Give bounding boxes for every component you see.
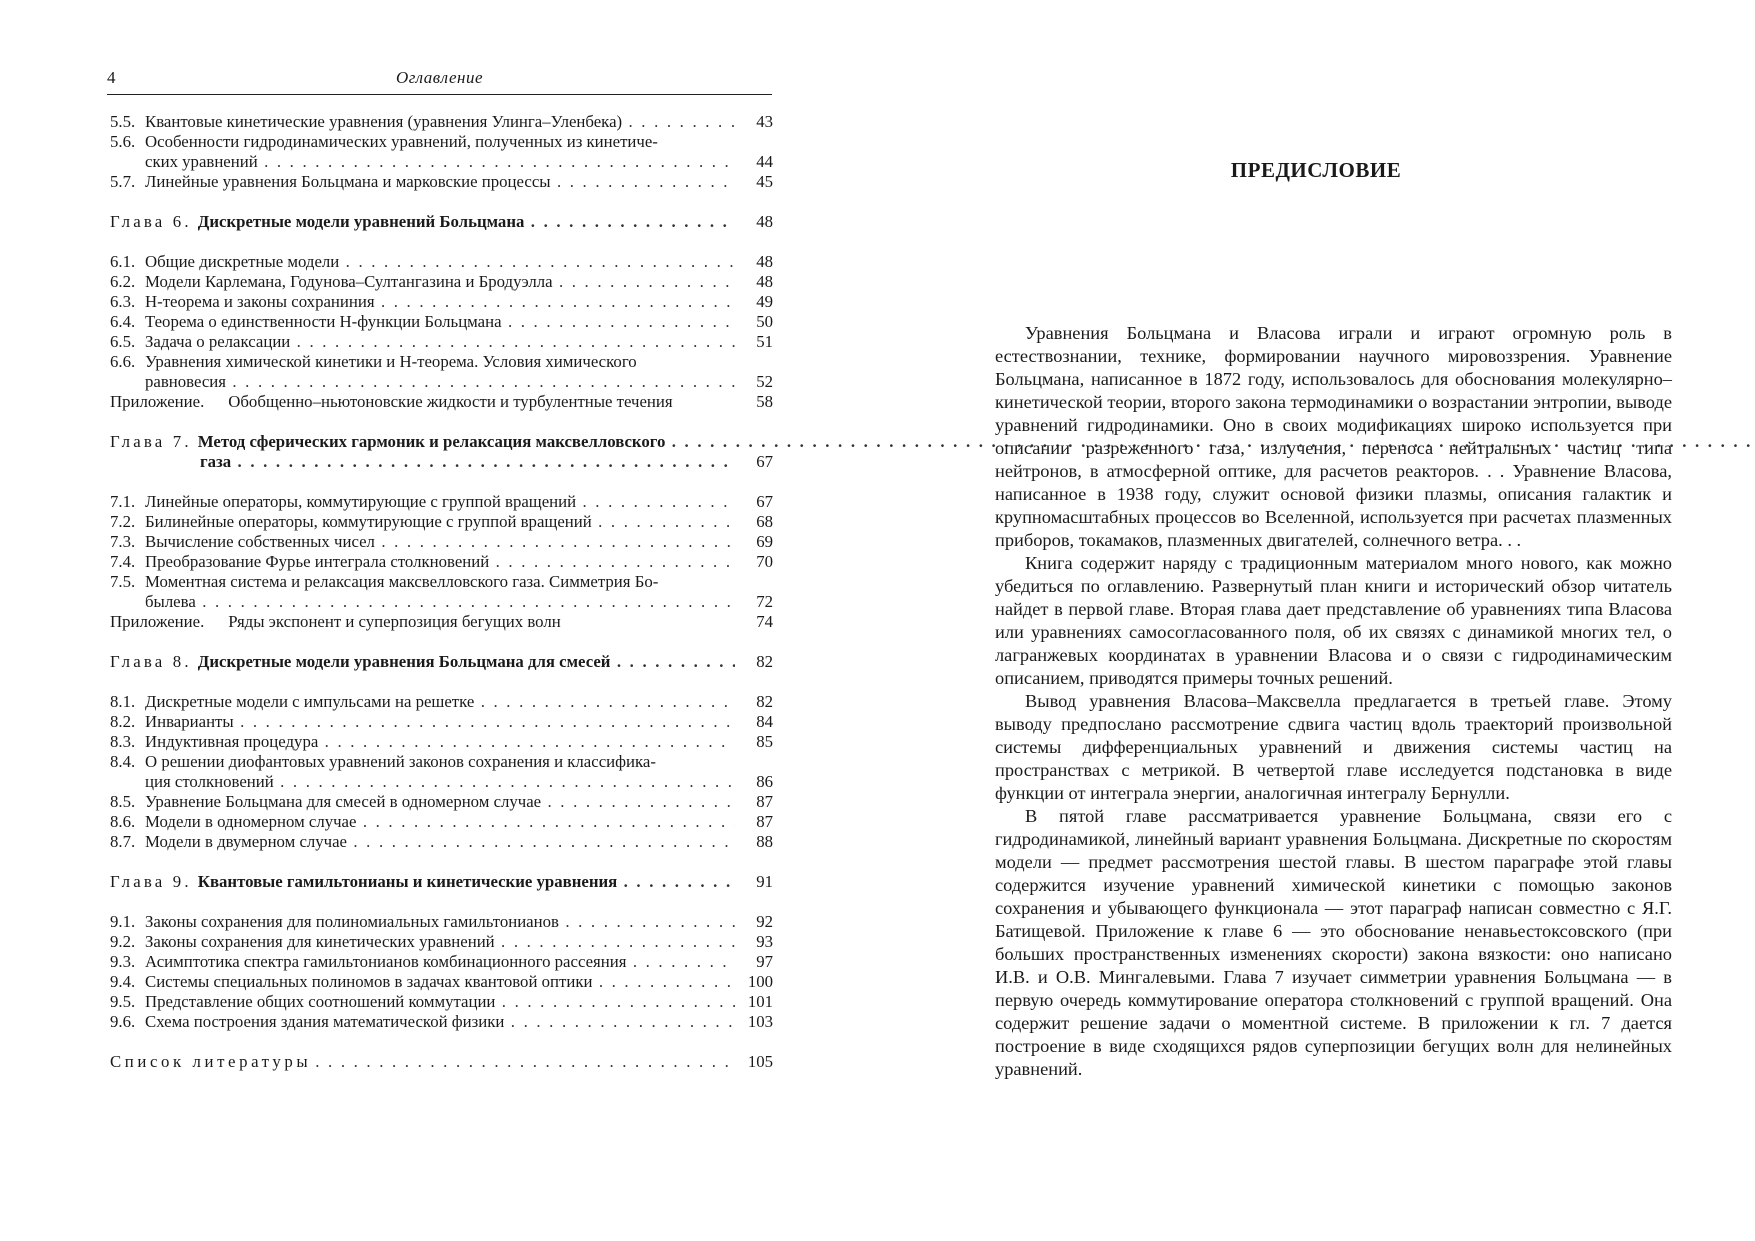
chapter-label: Глава 6. <box>110 212 192 231</box>
chapter-page: 82 <box>756 652 773 671</box>
toc-entry-title: Законы сохранения для кинетических уравнений . . . <box>145 932 735 952</box>
chapter-title: Квантовые гамильтонианы и кинетические уравнения . . . <box>198 872 735 892</box>
toc-entry[interactable] <box>110 292 773 312</box>
toc-entry-number: 8.2. <box>110 712 136 731</box>
toc-entry[interactable] <box>110 832 773 852</box>
toc-entry-number: 8.5. <box>110 792 136 811</box>
toc-entry-number: 9.2. <box>110 932 136 951</box>
toc-entry-page: 92 <box>756 912 773 931</box>
chapter-page: 91 <box>756 872 773 891</box>
toc-entry[interactable] <box>110 712 773 732</box>
toc-entry-title: Квантовые кинетические уравнения (уравнения Улинга–Уленбека) . . . <box>145 112 735 132</box>
toc-entry-page: 100 <box>747 972 773 991</box>
toc-entry-title: Общие дискретные модели . . . <box>145 252 735 272</box>
appendix-page: 58 <box>756 392 773 411</box>
toc-entry[interactable] <box>110 352 773 372</box>
toc-entry[interactable] <box>110 692 773 712</box>
chapter-page: 48 <box>756 212 773 231</box>
toc-entry[interactable] <box>110 552 773 572</box>
toc-chapter-7[interactable] <box>110 432 773 452</box>
toc-entry-number: 9.1. <box>110 912 136 931</box>
toc-entry-page: 88 <box>756 832 773 851</box>
toc-entry-number: 6.1. <box>110 252 136 271</box>
toc-entry-number: 9.5. <box>110 992 136 1011</box>
toc-entry-page: 69 <box>756 532 773 551</box>
toc-entry[interactable] <box>110 812 773 832</box>
toc-entry[interactable] <box>110 272 773 292</box>
toc-entry[interactable] <box>110 932 773 952</box>
toc-entry-number: 7.2. <box>110 512 136 531</box>
toc-entry-number: 6.2. <box>110 272 136 291</box>
toc-entry-title: ция столкновений . . . <box>145 772 735 792</box>
left-page <box>0 0 877 1241</box>
toc-entry-title: Особенности гидродинамических уравнений, полученных из кинетиче- <box>145 132 658 151</box>
toc-entry-continuation[interactable] <box>110 372 773 392</box>
bibliography-leader <box>315 1052 735 1072</box>
toc-appendix[interactable] <box>110 612 773 632</box>
right-page <box>877 0 1755 1241</box>
toc-entry[interactable] <box>110 952 773 972</box>
toc-entry-page: 86 <box>756 772 773 791</box>
chapter-title: Метод сферических гармоник и релаксация максвелловского . . . <box>198 432 1755 452</box>
toc-entry-page: 84 <box>756 712 773 731</box>
toc-entry[interactable] <box>110 532 773 552</box>
toc-entry-page: 51 <box>756 332 773 351</box>
toc-entry-number: 8.1. <box>110 692 136 711</box>
toc-entry[interactable] <box>110 992 773 1012</box>
toc-entry-title: былева . . . <box>145 592 735 612</box>
toc-entry-number: 7.3. <box>110 532 136 551</box>
chapter-title: Дискретные модели уравнений Больцмана . . . <box>198 212 735 232</box>
toc-entry[interactable] <box>110 792 773 812</box>
toc-entry-continuation[interactable] <box>110 152 773 172</box>
toc-entry-page: 103 <box>747 1012 773 1031</box>
toc-entry-title: равновесия . . . <box>145 372 735 392</box>
preface-paragraph: Книга содержит наряду с традиционным материалом много нового, как можно убедиться по оглавлению. Развернутый план книги и исторический обзор читатель найдет в первой главе. Вторая глава дает представление об уравнениях типа Власова или уравнениях самосогласованного поля, об их связях с динамикой многих тел, о лагранжевых координатах в уравнении Власова и о связи с гидродинамическим описанием, приводятся примеры точных решений. <box>995 553 1672 688</box>
toc-entry-page: 45 <box>756 172 773 191</box>
toc-bibliography[interactable] <box>110 1052 773 1072</box>
page-number: 4 <box>107 68 116 87</box>
toc-appendix[interactable] <box>110 392 773 412</box>
toc-entry-title: Системы специальных полиномов в задачах квантовой оптики . . . <box>145 972 735 992</box>
toc-entry-number: 6.4. <box>110 312 136 331</box>
appendix-page: 74 <box>756 612 773 631</box>
toc-entry-continuation[interactable] <box>110 592 773 612</box>
toc-entry-title: Индуктивная процедура . . . <box>145 732 735 752</box>
toc-entry-title: Асимптотика спектра гамильтонианов комбинационного рассеяния . . . <box>145 952 735 972</box>
toc-entry-title: Модели в двумерном случае . . . <box>145 832 735 852</box>
toc-entry-title: Моментная система и релаксация максвелловского газа. Симметрия Бо- <box>145 572 659 591</box>
toc-entry[interactable] <box>110 172 773 192</box>
toc-entry-title: Схема построения здания математической физики . . . <box>145 1012 735 1032</box>
preface-paragraph: Вывод уравнения Власова–Максвелла предлагается в третьей главе. Этому выводу предпослано рассмотрение сдвига частиц вдоль траекторий произвольной системы дифференциальных уравнений и движения системы частиц на пространствах с метрикой. В четвертой главе исследуется подстановка в виде функции от интеграла энергии, аналогичная интегралу Бернулли. <box>995 691 1672 803</box>
toc-entry-title: Задача о релаксации . . . <box>145 332 735 352</box>
toc-entry-number: 5.5. <box>110 112 136 131</box>
toc-entry-number: 8.6. <box>110 812 136 831</box>
appendix-label: Приложение. <box>110 392 205 411</box>
toc-entry-title: О решении диофантовых уравнений законов сохранения и классифика- <box>145 752 656 771</box>
toc-chapter-9[interactable] <box>110 872 773 892</box>
toc-entry-number: 9.4. <box>110 972 136 991</box>
toc-entry-title: Модели в одномерном случае . . . <box>145 812 735 832</box>
chapter-label: Глава 7. <box>110 432 192 451</box>
toc-entry[interactable] <box>110 732 773 752</box>
toc-entry-page: 87 <box>756 812 773 831</box>
toc-entry-number: 6.3. <box>110 292 136 311</box>
toc-entry-page: 97 <box>756 952 773 971</box>
toc-entry-page: 93 <box>756 932 773 951</box>
toc-entry-title: Преобразование Фурье интеграла столкновений . . . <box>145 552 735 572</box>
appendix-title: Ряды экспонент и суперпозиция бегущих волн <box>228 612 561 631</box>
chapter-label: Глава 9. <box>110 872 192 891</box>
appendix-label: Приложение. <box>110 612 205 631</box>
toc-entry-page: 70 <box>756 552 773 571</box>
toc-entry-page: 49 <box>756 292 773 311</box>
toc-entry[interactable] <box>110 112 773 132</box>
preface-paragraph: В пятой главе рассматривается уравнение Больцмана, связи его с гидродинамикой, линейный вариант уравнения Больцмана. Дискретные по скоростям модели — предмет рассмотрения шестой главы. В шестом параграфе этой главы содержится изучение уравнений химической кинетики с помощью законов сохранения и убывающего функционала — этот параграф написан совместно с Я.Г. Батищевой. Приложение к главе 6 — это обоснование ненавьестоксовского (при больших пространственных изменениях скорости) закона вязкости: оно написано И.В. и О.В. Мингалевыми. Глава 7 изучает симметрии уравнения Больцмана — в первую очередь коммутирование оператора столкновений с группой вращений. Она содержит решение задачи о моментной системе. В приложении к гл. 7 дается построение в виде сходящихся рядов суперпозиции бегущих волн для нелинейных уравнений. <box>995 806 1672 1079</box>
toc-entry[interactable] <box>110 312 773 332</box>
toc-entry[interactable] <box>110 972 773 992</box>
bibliography-label: Список литературы <box>110 1052 312 1071</box>
toc-entry-number: 9.6. <box>110 1012 136 1031</box>
toc-entry-page: 67 <box>756 492 773 511</box>
toc-entry-number: 7.4. <box>110 552 136 571</box>
toc-entry[interactable] <box>110 572 773 592</box>
toc-entry-title: Теорема о единственности H-функции Больцмана . . . <box>145 312 735 332</box>
chapter-title: Дискретные модели уравнения Больцмана для смесей . . . <box>198 652 735 672</box>
running-head <box>107 68 772 95</box>
toc-entry-page: 48 <box>756 252 773 271</box>
toc-entry-page: 101 <box>747 992 773 1011</box>
toc-entry-number: 6.5. <box>110 332 136 351</box>
toc-entry-page: 72 <box>756 592 773 611</box>
toc-entry[interactable] <box>110 332 773 352</box>
toc-entry-number: 8.4. <box>110 752 136 771</box>
toc-entry-title: Линейные операторы, коммутирующие с группой вращений . . . <box>145 492 735 512</box>
preface-heading: ПРЕДИСЛОВИЕ <box>1230 158 1402 182</box>
toc-chapter-7-continuation[interactable] <box>110 452 773 472</box>
chapter-page: 67 <box>756 452 773 471</box>
preface-body <box>995 322 1672 1081</box>
toc-entry-continuation[interactable] <box>110 772 773 792</box>
toc-chapter-6[interactable] <box>110 212 773 232</box>
toc-entry-number: 8.7. <box>110 832 136 851</box>
toc-entry-number: 9.3. <box>110 952 136 971</box>
toc-entry-number: 8.3. <box>110 732 136 751</box>
toc-entry[interactable] <box>110 252 773 272</box>
toc-entry-page: 50 <box>756 312 773 331</box>
toc-entry-page: 82 <box>756 692 773 711</box>
toc-entry-title: Законы сохранения для полиномиальных гамильтонианов . . . <box>145 912 735 932</box>
toc-entry[interactable] <box>110 132 773 152</box>
toc-entry-title: Дискретные модели с импульсами на решетке . . . <box>145 692 735 712</box>
preface-paragraph: Уравнения Больцмана и Власова играли и играют огромную роль в естествознании, технике, формировании научного мировоззрения. Уравнение Больцмана, написанное в 1872 году, использовалось для обоснования молекулярно–кинетической теории, второго закона термодинамики о возрастании энтропии, выводе уравнений гидродинамики. Оно в своих модификациях широко используется при описании разреженного газа, излучения, переноса нейтральных частиц типа нейтронов, в атмосферной оптике, для расчетов реакторов. . . Уравнение Власова, написанное в 1938 году, служит основой физики плазмы, описания галактик и крупномасштабных процессов во Вселенной, используется при расчетах плазменных приборов, токамаков, плазменных двигателей, солнечного ветра. . . <box>995 323 1672 550</box>
bibliography-page: 105 <box>747 1052 773 1071</box>
chapter-title: газа . . . <box>200 452 735 472</box>
toc-entry-page: 87 <box>756 792 773 811</box>
toc-entry-title: Линейные уравнения Больцмана и марковские процессы . . . <box>145 172 735 192</box>
toc-entry-title: Представление общих соотношений коммутации . . . <box>145 992 735 1012</box>
toc-entry[interactable] <box>110 1012 773 1032</box>
toc-entry-title: Билинейные операторы, коммутирующие с группой вращений . . . <box>145 512 735 532</box>
running-title: Оглавление <box>395 68 484 87</box>
toc-entry[interactable] <box>110 492 773 512</box>
toc-entry-title: ских уравнений . . . <box>145 152 735 172</box>
toc-entry[interactable] <box>110 752 773 772</box>
toc-entry-page: 48 <box>756 272 773 291</box>
appendix-title: Обобщенно–ньютоновские жидкости и турбулентные течения <box>228 392 673 411</box>
toc-entry-number: 7.1. <box>110 492 136 511</box>
chapter-label: Глава 8. <box>110 652 192 671</box>
toc-entry-title: Уравнение Больцмана для смесей в одномерном случае . . . <box>145 792 735 812</box>
toc-chapter-8[interactable] <box>110 652 773 672</box>
toc-entry-title: Вычисление собственных чисел . . . <box>145 532 735 552</box>
toc-entry-number: 5.6. <box>110 132 136 151</box>
table-of-contents <box>110 112 773 1072</box>
toc-entry-number: 7.5. <box>110 572 136 591</box>
toc-entry-page: 85 <box>756 732 773 751</box>
toc-entry-page: 68 <box>756 512 773 531</box>
toc-entry-number: 5.7. <box>110 172 136 191</box>
toc-entry[interactable] <box>110 512 773 532</box>
toc-entry-page: 43 <box>756 112 773 131</box>
toc-entry-title: Уравнения химической кинетики и H-теорема. Условия химического <box>145 352 637 371</box>
toc-entry-page: 52 <box>756 372 773 391</box>
toc-entry-title: H-теорема и законы сохраниния . . . <box>145 292 735 312</box>
toc-entry-title: Инварианты . . . <box>145 712 735 732</box>
toc-entry-number: 6.6. <box>110 352 136 371</box>
toc-entry[interactable] <box>110 912 773 932</box>
toc-entry-page: 44 <box>756 152 773 171</box>
toc-entry-title: Модели Карлемана, Годунова–Султангазина и Бродуэлла . . . <box>145 272 735 292</box>
